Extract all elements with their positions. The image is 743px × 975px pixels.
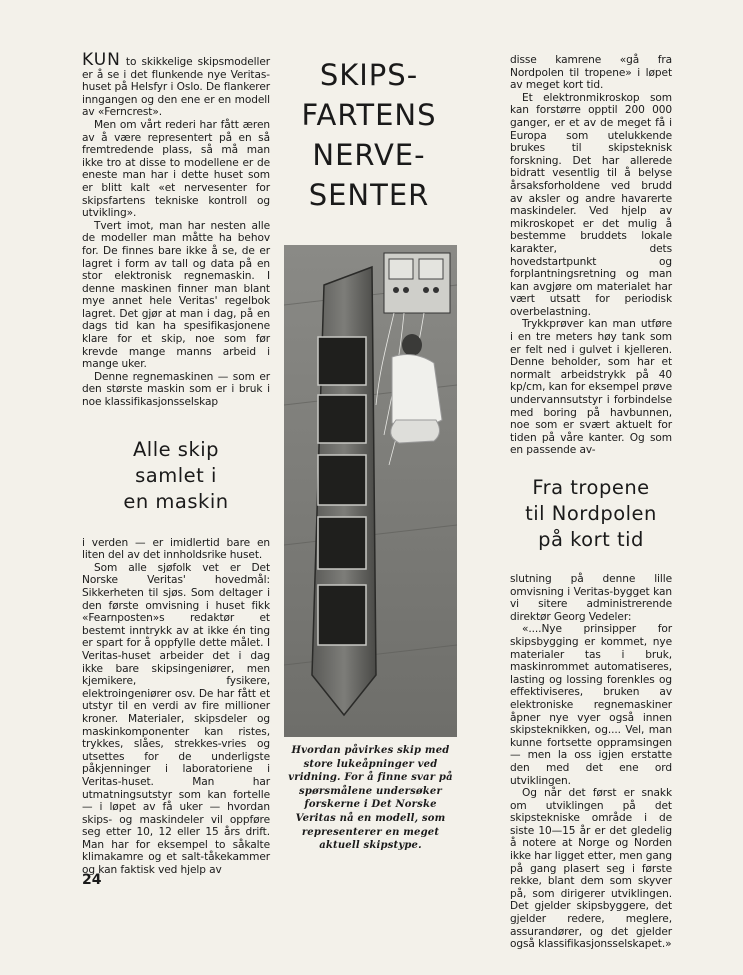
subhead-right bbox=[510, 475, 672, 553]
page-number: 24 bbox=[82, 872, 102, 888]
right-column bbox=[510, 54, 672, 951]
headline-line: FARTENS bbox=[301, 98, 437, 132]
subhead-line: på kort tid bbox=[538, 528, 644, 551]
article-paragraph: «....Nye prinsipper for skipsbygging er kommet, nye materialer tas i bruk, maskinrommet automatiseres, lasting og lossing forenkles og effektiviseres, bruken av elektroniske regnemaskiner åpner nye vyer også innen skipsteknikken, og.... Vel, man kunne fortsette oppramsingen — men la oss igjen erstatte den med det ene ord utviklingen. bbox=[510, 623, 672, 787]
subhead-line: samlet i bbox=[135, 463, 217, 487]
headline-line: SKIPS- bbox=[319, 58, 419, 92]
article-paragraph: Og når det først er snakk om utviklingen på det skipstekniske område i de siste 10—15 år er det gledelig å notere at Norge og Norden ikke har ligget etter, men gang på gang plasert seg i første rekke, blant dem som skyver på, som dirigerer utviklingen. Det gjelder skipsbyggere, det gjelder redere, meglere, assurandører, og det gjelder også klassifikasjonsselskapet.» bbox=[510, 787, 672, 951]
drop-cap: KUN bbox=[82, 50, 121, 70]
article-paragraph: Et elektronmikroskop som kan forstørre opptil 200 000 ganger, er et av de meget få i Europa som utelukkende brukes til skipsteknisk forskning. Det har allerede bidratt vesentlig til å belyse årsaksforholdene ved brudd av aksler og andre havarerte maskindeler. Ved hjelp av mikroskopet er det mulig å bestemme bruddets lokale karakter, dets hovedstartpunkt og forplantningsretning og man kan avgjøre om materialet har vært utsatt for periodisk overbelastning. bbox=[510, 91, 672, 318]
subhead-left bbox=[82, 437, 270, 515]
headline-line: SENTER bbox=[308, 178, 430, 212]
subhead-line: Fra tropene bbox=[532, 476, 650, 499]
article-paragraph bbox=[82, 50, 270, 119]
ship-model-photo bbox=[284, 245, 457, 737]
article-paragraph: Som alle sjøfolk vet er Det Norske Veritas' hovedmål: Sikkerheten til sjøs. Som deltager i den første omvisning i huset fikk «Fearnposten»s redaktør et bestemt inntrykk av at ikke én ting er spart for å oppfylle dette målet. I Veritas-huset arbeider det i dag ikke bare skipsingeniører, men kjemikere, fysikere, elektroingeniører osv. De har fått et utstyr til en verdi av fire millioner kroner. Materialer, skipsdeler og maskinkomponenter kan ristes, trykkes, slåes, strekkes-vries og utsettes for de underligste påkjenninger i laboratoriene i Veritas-huset. Man har utmatningsutstyr som kan fortelle — i løpet av få uker — hvordan skips- og maskindeler vil oppføre seg etter 10, 12 eller 15 års drift. Man har for eksempel to såkalte klimakamre og et salt-tåkekammer og kan faktisk ved hjelp av bbox=[82, 561, 270, 877]
subhead-line: en maskin bbox=[123, 489, 229, 513]
paragraph-text: to skikkelige skipsmodeller er å se i det flunkende nye Veritas-huset på Helsfyr i Oslo. De flankerer inngangen og den ene er en modell av «Ferncrest». bbox=[82, 56, 270, 119]
article-paragraph: Men om vårt rederi har fått æren av å være representert på en så fremtredende plass, så må man ikke tro at disse to modellene er de eneste man har i dette huset som er blitt kalt «et nervesenter for skipsfartens tekniske kontroll og utvikling». bbox=[82, 118, 270, 220]
article-paragraph: Tvert imot, man har nesten alle de modeller man måtte ha behov for. De finnes bare ikke å se, de er lagret i form av tall og data på en stor elektronisk regnemaskin. I denne maskinen finner man blant mye annet hele Veritas' regelbok lagret. Det gjør at man i dag, på en dags tid kan ha spesifikasjonene klare for et skip, noe som før krevde mange manns arbeid i mange uker. bbox=[82, 219, 270, 371]
article-paragraph: slutning på denne lille omvisning i Veritas-bygget kan vi sitere administrerende direktør Georg Vedeler: bbox=[510, 573, 672, 623]
article-paragraph: disse kamrene «gå fra Nordpolen til tropene» i løpet av meget kort tid. bbox=[510, 54, 672, 92]
article-paragraph: Denne regnemaskinen — som er den største maskin som er i bruk i noe klassifikasjonsselskap bbox=[82, 370, 270, 409]
photo-caption: Hvordan påvirkes skip med store lukeåpninger ved vridning. For å finne svar på spørsmålene undersøker forskerne i Det Norske Veritas nå en modell, som representerer en meget aktuell skipstype. bbox=[288, 745, 453, 852]
subhead-line: til Nordpolen bbox=[525, 502, 657, 525]
article-paragraph: i verden — er imidlertid bare en liten del av det innholdsrike huset. bbox=[82, 536, 270, 562]
headline bbox=[284, 55, 454, 215]
subhead-line: Alle skip bbox=[132, 437, 220, 461]
article-paragraph: Trykkprøver kan man utføre i en tre meters høy tank som er felt ned i gulvet i kjelleren. Denne beholder, som har et normalt arbeidstrykk på 40 kp/cm, kan for eksempel prøve undervannsutstyr i forbindelse med boring på havbunnen, noe som er svært aktuelt for tiden på våre kanter. Og som en passende av- bbox=[510, 318, 672, 457]
headline-line: NERVE- bbox=[312, 138, 426, 172]
left-column bbox=[82, 50, 270, 877]
